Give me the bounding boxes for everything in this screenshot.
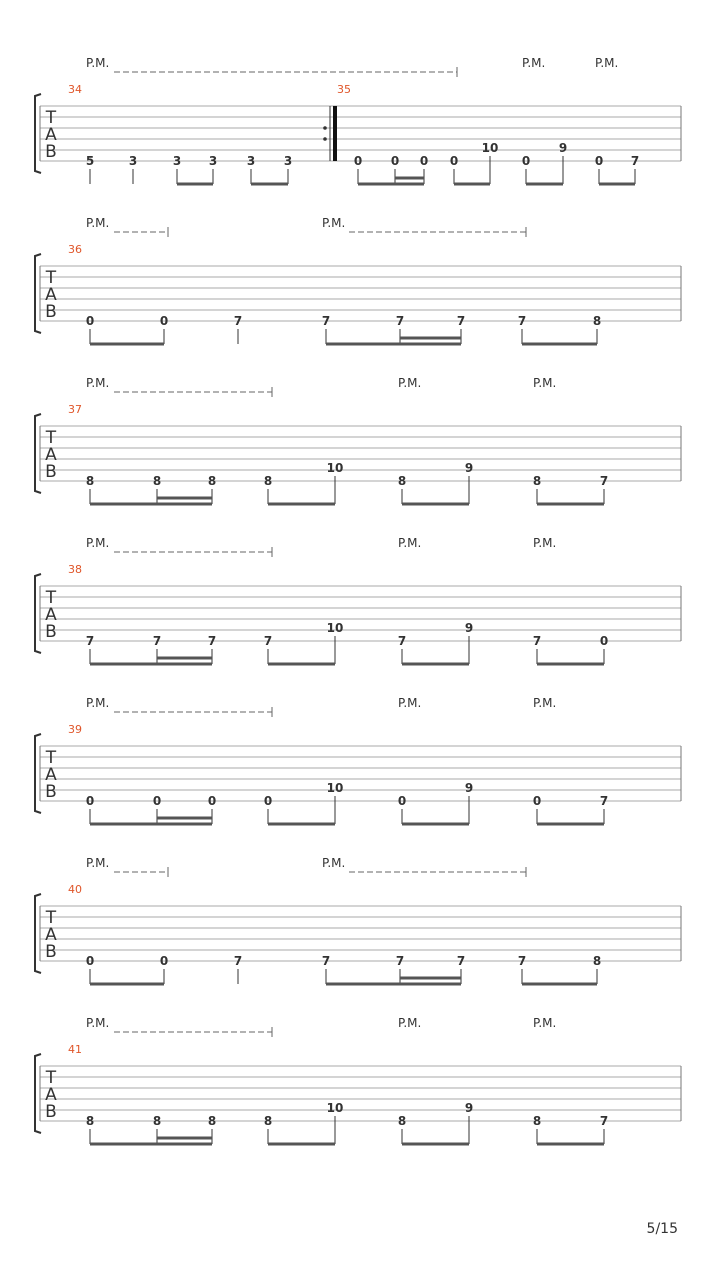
palm-mute-label: P.M. <box>533 536 557 550</box>
palm-mute-label: P.M. <box>86 1016 110 1030</box>
tab-system <box>35 696 681 824</box>
fret-number: 7 <box>233 954 243 968</box>
fret-number: 8 <box>263 1114 273 1128</box>
palm-mute-label: P.M. <box>533 376 557 390</box>
palm-mute-label: P.M. <box>86 856 110 870</box>
fret-number: 0 <box>397 794 407 808</box>
palm-mute-label: P.M. <box>398 1016 422 1030</box>
measure-number: 35 <box>337 83 351 96</box>
fret-number: 7 <box>599 794 609 808</box>
fret-number: 0 <box>85 794 95 808</box>
tab-clef-letter: T <box>45 428 57 448</box>
measure-number: 37 <box>68 403 82 416</box>
tab-clef-letter: T <box>45 908 57 928</box>
tab-clef-letter: A <box>45 445 57 465</box>
tab-clef-letter: A <box>45 925 57 945</box>
measure-number: 41 <box>68 1043 82 1056</box>
fret-number: 0 <box>159 314 169 328</box>
fret-number: 8 <box>207 474 217 488</box>
tab-system <box>35 536 681 664</box>
fret-number: 8 <box>397 1114 407 1128</box>
fret-number: 7 <box>263 634 273 648</box>
tab-system <box>35 856 681 984</box>
palm-mute-label: P.M. <box>533 696 557 710</box>
fret-number: 7 <box>321 314 331 328</box>
fret-number: 8 <box>532 1114 542 1128</box>
fret-number: 7 <box>456 954 466 968</box>
fret-number: 10 <box>481 141 499 155</box>
fret-number: 7 <box>517 314 527 328</box>
tab-clef-letter: A <box>45 605 57 625</box>
fret-number: 10 <box>326 781 344 795</box>
fret-number: 0 <box>449 154 459 168</box>
fret-number: 3 <box>172 154 182 168</box>
fret-number: 0 <box>390 154 400 168</box>
fret-number: 8 <box>152 1114 162 1128</box>
measure-number: 40 <box>68 883 82 896</box>
fret-number: 3 <box>128 154 138 168</box>
fret-number: 7 <box>207 634 217 648</box>
fret-number: 7 <box>233 314 243 328</box>
fret-number: 8 <box>263 474 273 488</box>
fret-number: 0 <box>599 634 609 648</box>
fret-number: 0 <box>152 794 162 808</box>
fret-number: 0 <box>85 954 95 968</box>
repeat-dot <box>323 126 327 130</box>
fret-number: 9 <box>558 141 568 155</box>
fret-number: 3 <box>283 154 293 168</box>
fret-number: 8 <box>152 474 162 488</box>
fret-number: 9 <box>464 1101 474 1115</box>
tab-system <box>35 216 681 344</box>
fret-number: 8 <box>532 474 542 488</box>
fret-number: 7 <box>321 954 331 968</box>
fret-number: 7 <box>532 634 542 648</box>
tab-clef-letter: T <box>45 268 57 288</box>
tab-clef-letter: B <box>45 462 57 482</box>
tab-clef-letter: A <box>45 765 57 785</box>
tab-clef-letter: B <box>45 782 57 802</box>
tab-clef-letter: T <box>45 748 57 768</box>
tab-clef-letter: B <box>45 622 57 642</box>
fret-number: 9 <box>464 621 474 635</box>
fret-number: 0 <box>521 154 531 168</box>
tab-clef-letter: A <box>45 125 57 145</box>
fret-number: 7 <box>85 634 95 648</box>
fret-number: 8 <box>592 954 602 968</box>
fret-number: 7 <box>630 154 640 168</box>
fret-number: 3 <box>208 154 218 168</box>
palm-mute-label: P.M. <box>86 696 110 710</box>
palm-mute-label: P.M. <box>86 56 110 70</box>
measure-number: 39 <box>68 723 82 736</box>
fret-number: 0 <box>594 154 604 168</box>
palm-mute-label: P.M. <box>398 536 422 550</box>
measure-number: 34 <box>68 83 82 96</box>
tab-clef-letter: T <box>45 1068 57 1088</box>
fret-number: 10 <box>326 1101 344 1115</box>
tab-system <box>35 56 681 184</box>
fret-number: 5 <box>85 154 95 168</box>
fret-number: 8 <box>397 474 407 488</box>
palm-mute-label: P.M. <box>322 856 346 870</box>
palm-mute-label: P.M. <box>86 376 110 390</box>
palm-mute-label: P.M. <box>322 216 346 230</box>
fret-number: 7 <box>395 314 405 328</box>
tab-clef-letter: T <box>45 108 57 128</box>
fret-number: 0 <box>207 794 217 808</box>
tab-system <box>35 1016 681 1144</box>
palm-mute-label: P.M. <box>398 376 422 390</box>
tab-clef-letter: A <box>45 285 57 305</box>
palm-mute-label: P.M. <box>86 216 110 230</box>
fret-number: 7 <box>395 954 405 968</box>
page-number: 5/15 <box>646 1221 678 1237</box>
fret-number: 8 <box>207 1114 217 1128</box>
fret-number: 7 <box>456 314 466 328</box>
fret-number: 0 <box>263 794 273 808</box>
tab-clef-letter: A <box>45 1085 57 1105</box>
fret-number: 10 <box>326 461 344 475</box>
palm-mute-label: P.M. <box>398 696 422 710</box>
fret-number: 0 <box>85 314 95 328</box>
tab-clef-letter: B <box>45 302 57 322</box>
fret-number: 7 <box>397 634 407 648</box>
fret-number: 8 <box>85 474 95 488</box>
fret-number: 0 <box>532 794 542 808</box>
tab-clef-letter: B <box>45 142 57 162</box>
fret-number: 9 <box>464 461 474 475</box>
fret-number: 7 <box>599 474 609 488</box>
fret-number: 0 <box>159 954 169 968</box>
palm-mute-label: P.M. <box>86 536 110 550</box>
fret-number: 7 <box>517 954 527 968</box>
fret-number: 7 <box>599 1114 609 1128</box>
palm-mute-label: P.M. <box>522 56 546 70</box>
fret-number: 8 <box>85 1114 95 1128</box>
fret-number: 8 <box>592 314 602 328</box>
tab-clef-letter: B <box>45 1102 57 1122</box>
fret-number: 0 <box>353 154 363 168</box>
fret-number: 10 <box>326 621 344 635</box>
measure-number: 38 <box>68 563 82 576</box>
palm-mute-label: P.M. <box>533 1016 557 1030</box>
tab-system <box>35 376 681 504</box>
measure-number: 36 <box>68 243 82 256</box>
repeat-dot <box>323 137 327 141</box>
fret-number: 9 <box>464 781 474 795</box>
fret-number: 0 <box>419 154 429 168</box>
fret-number: 3 <box>246 154 256 168</box>
tab-clef-letter: B <box>45 942 57 962</box>
fret-number: 7 <box>152 634 162 648</box>
tab-clef-letter: T <box>45 588 57 608</box>
palm-mute-label: P.M. <box>595 56 619 70</box>
